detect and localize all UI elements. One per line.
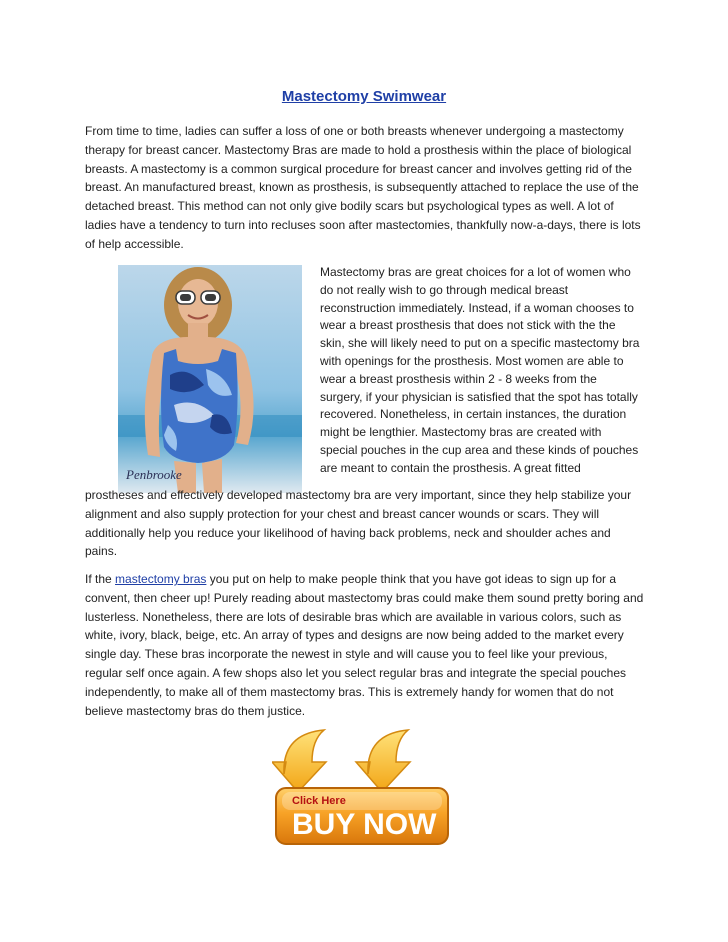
arrow-down-left-icon bbox=[272, 730, 326, 792]
paragraph-styles-body: you put on help to make people think that you have got ideas to sign up for a convent, then cheer up! Purely reading about mastectomy bras could make them sound pretty boring and lusterless. Nonetheless, there are lots of desirable bras which are available in various colors, such as white, ivory, black, beige, etc. An array of types and designs are now being added to the market every single day. These bras incorporate the newest in style and will cause you to feel like your previous, regular self once again. A few shops also let you select regular bras and integrate the special pouches independently, to make all of them mastectomy bras. This is extremely handy for women that do not believe mastectomy bras do them justice. bbox=[85, 572, 644, 718]
buy-now-button[interactable] bbox=[272, 726, 456, 846]
page-title: Mastectomy Swimwear bbox=[281, 88, 447, 105]
photo-brand-signature: Penbrooke bbox=[126, 467, 182, 482]
paragraph-styles-lead: If the bbox=[85, 572, 116, 586]
paragraph-mastectomy-bras-continued: prostheses and effectively developed mastectomy bra are very important, since they help stabilize your alignment and also supply protection for your chest and breast cancer wounds or scars. They will additionally help you reduce your likelihood of having back problems, neck and shoulder aches and pains. bbox=[85, 488, 632, 559]
swimwear-model-photo bbox=[118, 265, 302, 493]
mastectomy-bras-link[interactable]: mastectomy bras bbox=[115, 572, 207, 586]
paragraph-styles bbox=[85, 570, 645, 720]
arrow-down-right-icon bbox=[356, 730, 410, 792]
buy-now-label: BUY NOW bbox=[292, 808, 437, 841]
click-here-label: Click Here bbox=[292, 795, 346, 807]
paragraph-intro: From time to time, ladies can suffer a loss of one or both breasts whenever undergoing a mastectomy therapy for breast cancer. Mastectomy Bras are made to hold a prosthesis within the place of biological breasts. A mastectomy is a common surgical procedure for breast cancer and involves getting rid of the breast. An manufactured breast, known as prosthesis, is subsequently attached to replace the use of the detached breast. This method can not only give bodily scars but psychological types as well. A lot of ladies have a tendency to turn into recluses soon after mastectomies, thankfully now-a-days, there is lots of help accessible. bbox=[85, 124, 641, 251]
paragraph-mastectomy-bras-column: Mastectomy bras are great choices for a lot of women who do not really wish to go through medical breast reconstruction immediately. Instead, if a woman chooses to wear a breast prosthesis that does not stick with the the skin, she will likely need to put on a specific mastectomy bra with openings for the prosthesis. Most women are able to wear a breast prosthesis within 2 - 8 weeks from the surgery, if your physician is satisfied that the spot has totally recovered. Nonetheless, in certain instances, the duration might be lengthier. Mastectomy bras are created with special pouches in the cup area and these kinds of pouches are meant to contain the prosthesis. A great fitted bbox=[320, 265, 640, 475]
